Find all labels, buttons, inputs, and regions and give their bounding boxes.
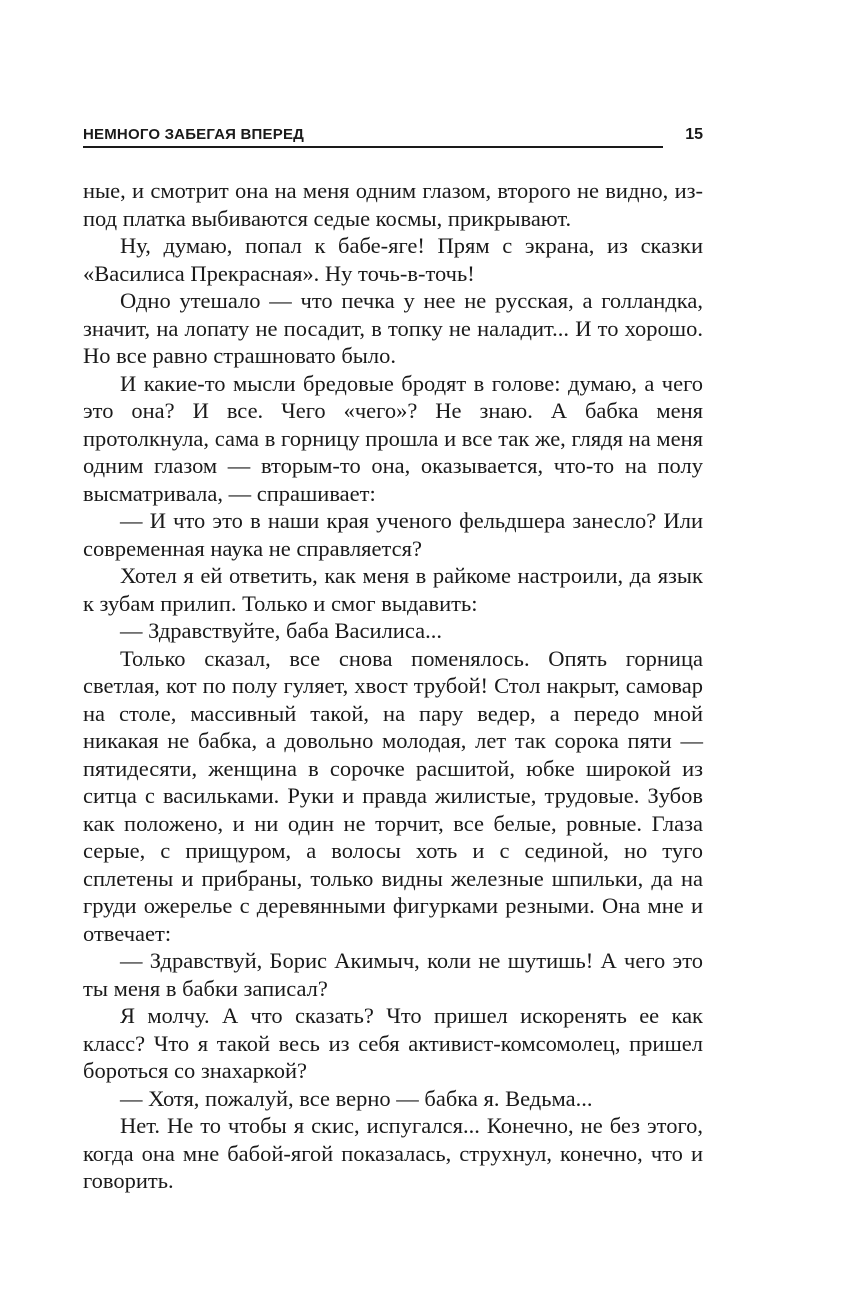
paragraph: — Хотя, пожалуй, все верно — бабка я. Ведьма... xyxy=(120,1085,593,1111)
paragraph: Ну, думаю, попал к бабе-яге! Прям с экрана, из сказки «Василиса Прекрасная». Ну точь-в-точь! xyxy=(83,233,703,286)
page-header xyxy=(83,124,703,150)
header-rule xyxy=(83,146,663,148)
running-title: НЕМНОГО ЗАБЕГАЯ ВПЕРЕД xyxy=(83,126,305,143)
paragraph: Я молчу. А что сказать? Что пришел искоренять ее как класс? Что я такой весь из себя активист-комсомолец, пришел бороться со знахаркой? xyxy=(83,1003,703,1083)
paragraph: — И что это в наши края ученого фельдшера занесло? Или современная наука не справляется? xyxy=(83,508,703,561)
paragraph: Одно утешало — что печка у нее не русская, а голландка, значит, на лопату не посадит, в топку не наладит... И то хорошо. Но все равно страшновато было. xyxy=(83,288,703,368)
paragraph: Нет. Не то чтобы я скис, испугался... Конечно, не без этого, когда она мне бабой-ягой показалась, струхнул, конечно, что и говорить. xyxy=(83,1113,703,1193)
paragraph: ные, и смотрит она на меня одним глазом, второго не видно, из-под платка выбиваются седые космы, прикрывают. xyxy=(83,178,703,231)
paragraph: — Здравствуйте, баба Василиса... xyxy=(120,618,442,643)
paragraph: Хотел я ей ответить, как меня в райкоме настроили, да язык к зубам прилип. Только и смог выдавить: xyxy=(83,563,703,616)
paragraph: Только сказал, все снова поменялось. Опять горница светлая, кот по полу гуляет, хвост трубой! Стол накрыт, самовар на столе, массивный такой, на пару ведер, а передо мной никакая не бабка, а довольно молодая, лет так сорока пяти — пятидесяти, женщина в сорочке расшитой, юбке широкой из ситца с васильками. Руки и правда жилистые, трудовые. Зубов как положено, и ни один не торчит, все белые, ровные. Глаза серые, с прищуром, а волосы хоть и с сединой, но туго сплетены и прибраны, только видны железные шпильки, да на груди ожерелье с деревянными фигурками резными. Она мне и отвечает: xyxy=(83,645,703,946)
paragraph: И какие-то мысли бредовые бродят в голове: думаю, а чего это она? И все. Чего «чего»? Не знаю. А бабка меня протолкнула, сама в горницу прошла и все так же, глядя на меня одним глазом — вторым-то она, оказывается, что-то на полу высматривала, — спрашивает: xyxy=(83,370,703,506)
body-text xyxy=(83,177,703,1195)
page-number: 15 xyxy=(685,126,703,143)
paragraph: — Здравствуй, Борис Акимыч, коли не шутишь! А чего это ты меня в бабки записал? xyxy=(83,948,703,1001)
